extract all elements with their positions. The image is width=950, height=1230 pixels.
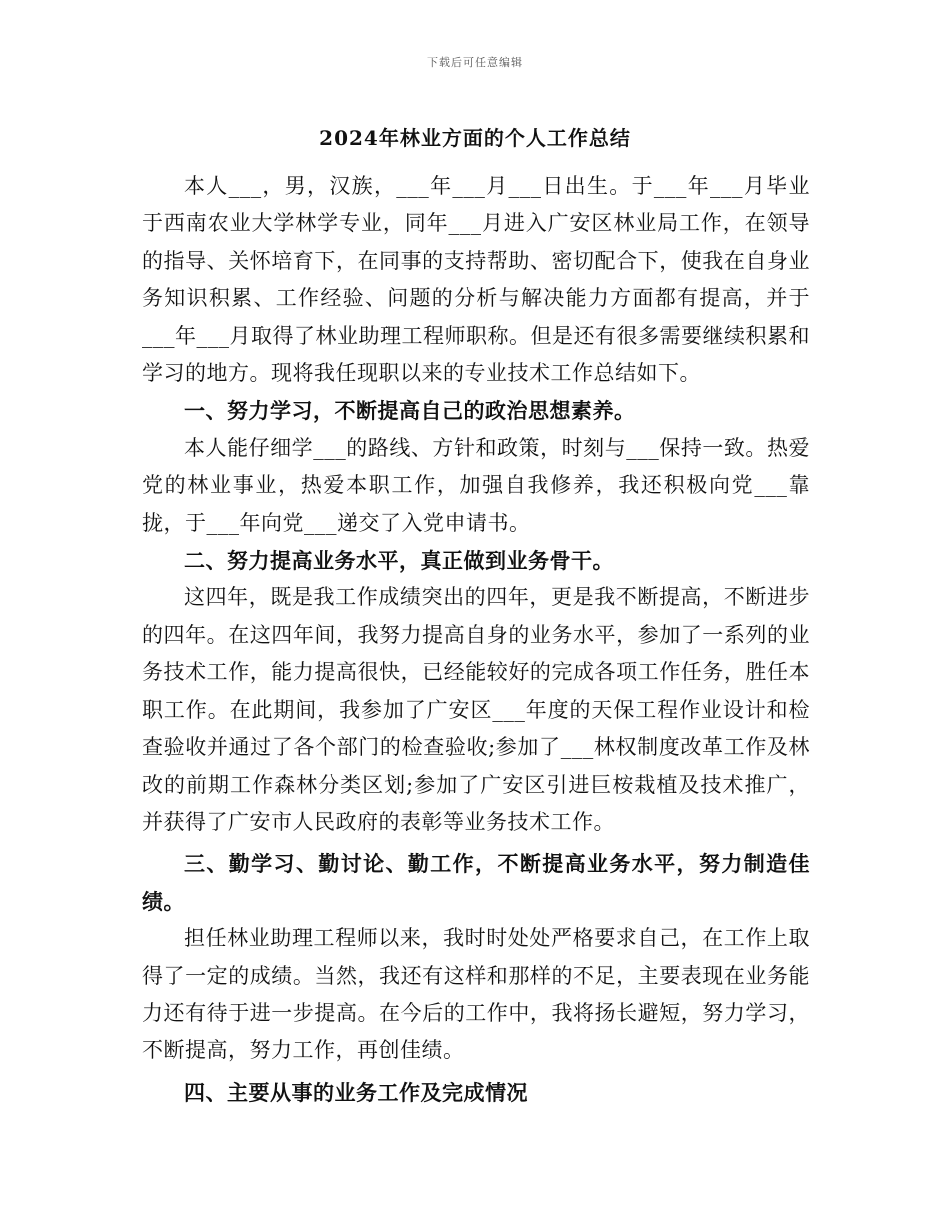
header-note: 下载后可任意编辑 [427, 56, 523, 69]
paragraph-section-3: 担任林业助理工程师以来，我时时处处严格要求自己，在工作上取得了一定的成绩。当然，我还有这样和那样的不足，主要表现在业务能力还有待于进一步提高。在今后的工作中，我将扬长避短，努力学习，不断提高，努力工作，再创佳绩。 [142, 926, 810, 1063]
document-title: 2024年林业方面的个人工作总结 [319, 126, 631, 150]
section-heading-1: 一、努力学习，不断提高自己的政治思想素养。 [184, 398, 636, 424]
document-body [142, 168, 810, 1111]
section-heading-2: 二、努力提高业务水平，真正做到业务骨干。 [184, 548, 614, 574]
paragraph-section-1: 本人能仔细学___的路线、方针和政策，时刻与___保持一致。热爱党的林业事业，热爱本职工作，加强自我修养，我还积极向党___靠拢，于___年向党___递交了入党申请书。 [142, 435, 810, 535]
section-heading-4: 四、主要从事的业务工作及完成情况 [184, 1079, 528, 1105]
paragraph-intro: 本人___，男，汉族，___年___月___日出生。于___年___月毕业于西南农业大学林学专业，同年___月进入广安区林业局工作，在领导的指导、关怀培育下，在同事的支持帮助、密切配合下，使我在自身业务知识积累、工作经验、问题的分析与解决能力方面都有提高，并于___年___月取得了林业助理工程师职称。但是还有很多需要继续积累和学习的地方。现将我任现职以来的专业技术工作总结如下。 [142, 174, 810, 386]
section-heading-3: 三、勤学习、勤讨论、勤工作，不断提高业务水平，努力制造佳绩。 [142, 851, 810, 914]
paragraph-section-2: 这四年，既是我工作成绩突出的四年，更是我不断提高，不断进步的四年。在这四年间，我努力提高自身的业务水平，参加了一系列的业务技术工作，能力提高很快，已经能较好的完成各项工作任务，胜任本职工作。在此期间，我参加了广安区___年度的天保工程作业设计和检查验收并通过了各个部门的检查验收;参加了___林权制度改革工作及林改的前期工作森林分类区划;参加了广安区引进巨桉栽植及技术推广，并获得了广安市人民政府的表彰等业务技术工作。 [142, 585, 810, 834]
